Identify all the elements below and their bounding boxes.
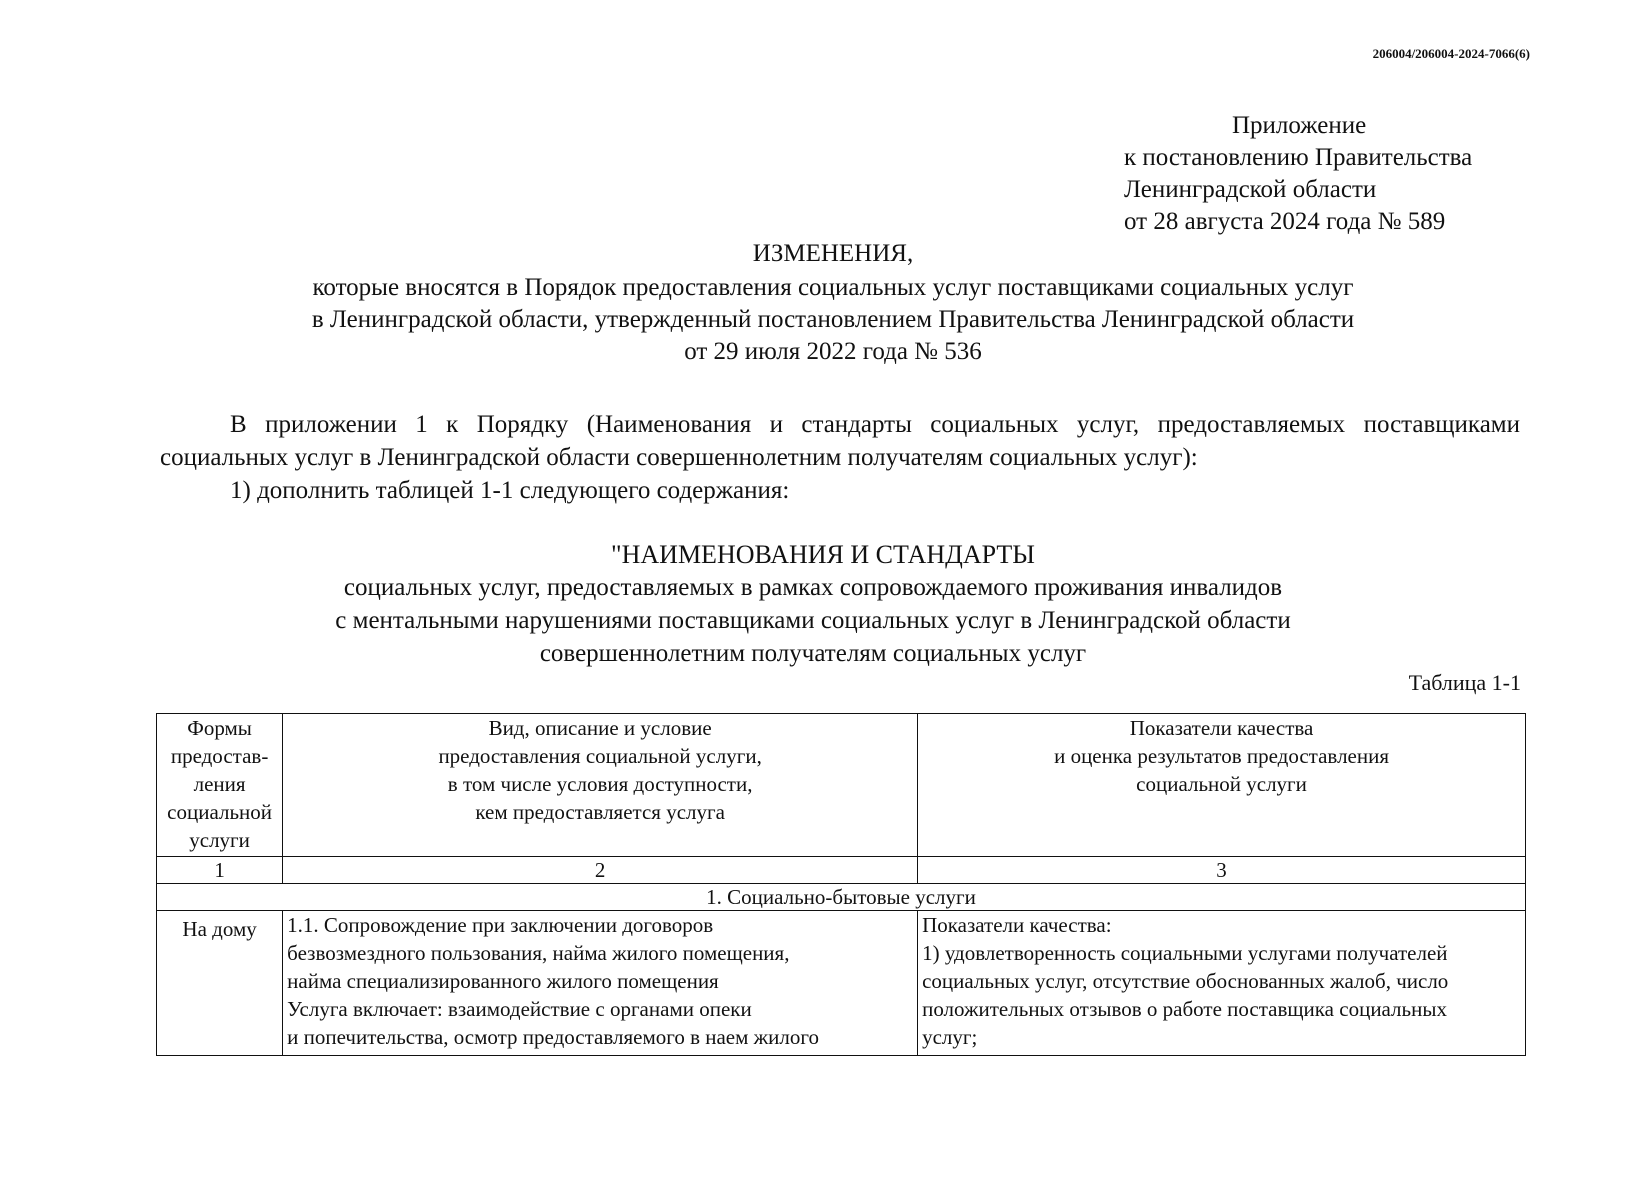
annex-line: к постановлению Правительства: [1124, 144, 1473, 171]
section-title: 1. Социально-бытовые услуги: [157, 884, 1526, 911]
body-paragraph: В приложении 1 к Порядку (Наименования и стандарты социальных услуг, предоставляемых поставщиками социальных услуг в Ленинградской области совершеннолетним получателям социальных услуг):: [160, 411, 1520, 471]
column-number: 3: [918, 857, 1526, 884]
description-line: 1.1. Сопровождение при заключении договоров: [287, 913, 714, 937]
indicator-line: Показатели качества:: [922, 913, 1112, 937]
table-heading-line: с ментальными нарушениями поставщиками социальных услуг в Ленинградской области: [335, 607, 1291, 634]
changes-subtitle-line: от 29 июля 2022 года № 536: [684, 338, 982, 365]
header-text: предостав-: [170, 744, 269, 768]
changes-subtitle-line: в Ленинградской области, утвержденный постановлением Правительства Ленинградской области: [311, 306, 1355, 333]
body-text: [160, 408, 1520, 507]
header-text: и оценка результатов предоставления: [1054, 744, 1390, 768]
table-heading-line: совершеннолетним получателям социальных услуг: [539, 640, 1087, 667]
header-cell-description: [283, 714, 918, 857]
description-line: Услуга включает: взаимодействие с органами опеки: [287, 997, 752, 1021]
header-text: Показатели качества: [1129, 716, 1314, 740]
table-heading: [0, 538, 1626, 670]
header-text: социальной услуги: [1136, 772, 1307, 796]
header-cell-indicators: [918, 714, 1526, 857]
service-description-cell: [283, 911, 918, 1056]
indicator-line: социальных услуг, отсутствие обоснованных жалоб, число: [922, 969, 1449, 993]
body-item: 1) дополнить таблицей 1-1 следующего содержания:: [230, 477, 790, 504]
document-number: 206004/206004-2024-7066(6): [1372, 46, 1530, 61]
services-table: [156, 713, 1526, 1056]
table-header-row: [157, 714, 1526, 857]
description-line: безвозмездного пользования, найма жилого помещения,: [287, 941, 790, 965]
service-form-cell: На дому: [157, 911, 283, 1056]
quality-indicators-cell: [918, 911, 1526, 1056]
table-heading-line: социальных услуг, предоставляемых в рамках сопровождаемого проживания инвалидов: [343, 574, 1283, 601]
header-text: предоставления социальной услуги,: [438, 744, 762, 768]
header-text: Формы: [187, 716, 252, 740]
header-text: ления: [193, 772, 246, 796]
indicator-line: 1) удовлетворенность социальными услугами получателей: [922, 941, 1448, 965]
table-row: [157, 911, 1526, 1056]
indicator-line: положительных отзывов о работе поставщика социальных: [922, 997, 1447, 1021]
header-cell-forms: [157, 714, 283, 857]
description-line: найма специализированного жилого помещения: [287, 969, 719, 993]
annex-line: Приложение: [1232, 112, 1367, 139]
annex-block: [1124, 110, 1472, 238]
header-text: социальной: [167, 800, 272, 824]
table-section-row: [157, 884, 1526, 911]
description-line: и попечительства, осмотр предоставляемого в наем жилого: [287, 1025, 819, 1049]
table-label: Таблица 1-1: [1408, 670, 1521, 695]
indicator-line: услуг;: [922, 1025, 978, 1049]
changes-subtitle: [20, 272, 1626, 368]
column-number: 2: [283, 857, 918, 884]
changes-title: ИЗМЕНЕНИЯ,: [752, 240, 914, 267]
header-text: в том числе условия доступности,: [447, 772, 753, 796]
table-heading-title: "НАИМЕНОВАНИЯ И СТАНДАРТЫ: [611, 540, 1035, 569]
column-number: 1: [157, 857, 283, 884]
annex-line: от 28 августа 2024 года № 589: [1124, 208, 1446, 235]
table-number-row: [157, 857, 1526, 884]
changes-subtitle-line: которые вносятся в Порядок предоставления социальных услуг поставщиками социальных услуг: [312, 274, 1354, 301]
annex-line: Ленинградской области: [1124, 176, 1377, 203]
header-text: услуги: [189, 828, 250, 852]
header-text: Вид, описание и условие: [488, 716, 712, 740]
header-text: кем предоставляется услуга: [475, 800, 725, 824]
